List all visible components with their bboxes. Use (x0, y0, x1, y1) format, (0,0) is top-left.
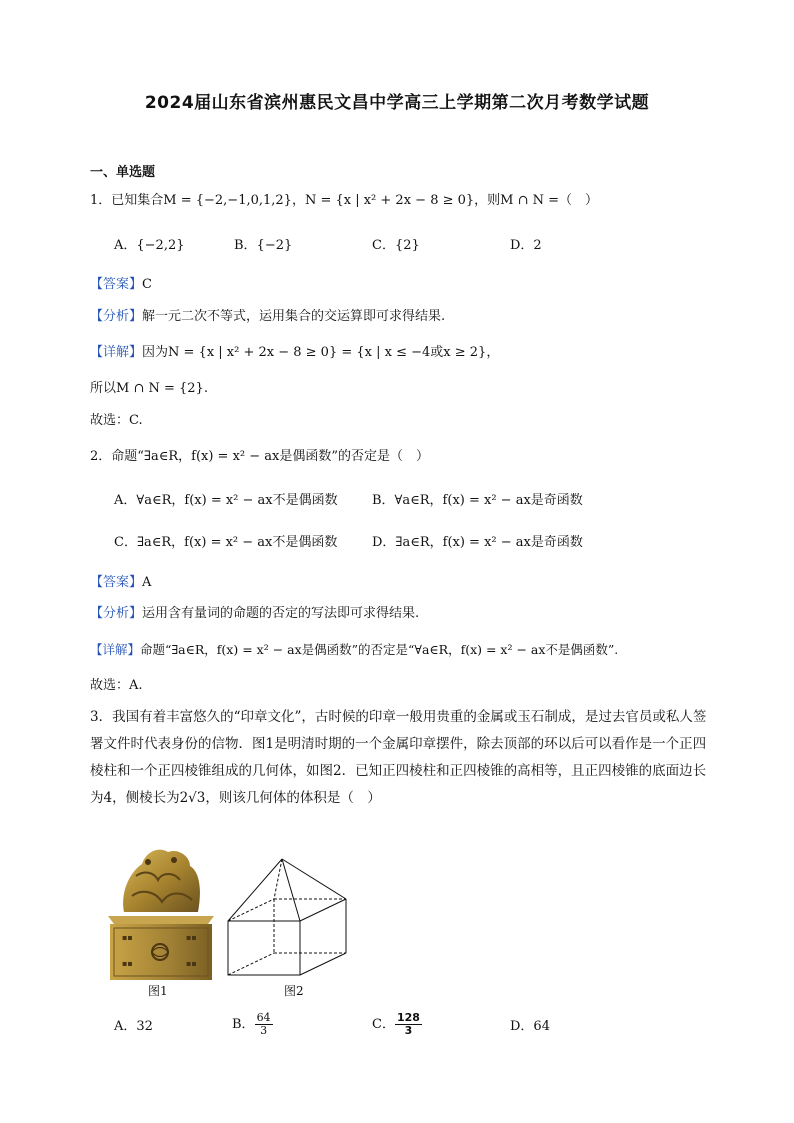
q1-stem: 1．已知集合M = {−2,−1,0,1,2}，N = {x | x² + 2x − 8 ≥ 0}，则M ∩ N =（ ） (90, 193, 599, 208)
analysis-text: 运用含有量词的命题的否定的写法即可求得结果. (142, 606, 420, 621)
option-label: C． (372, 1017, 395, 1032)
analysis-tag: 【分析】 (90, 309, 143, 324)
denominator: 3 (404, 1024, 413, 1037)
q2-option-a: A．∀a∈R，f(x) = x² − ax不是偶函数 (114, 493, 338, 508)
page-title: 2024届山东省滨州惠民文昌中学高三上学期第二次月考数学试题 (144, 93, 650, 113)
fraction (395, 1012, 422, 1037)
detail-tag: 【详解】 (90, 642, 141, 657)
q1-answer (90, 276, 152, 294)
numerator: 64 (256, 1011, 271, 1024)
q2-option-d: D．∃a∈R，f(x) = x² − ax是奇函数 (372, 535, 583, 550)
q2-option-b: B．∀a∈R，f(x) = x² − ax是奇函数 (372, 493, 583, 508)
detail-tag: 【详解】 (90, 345, 143, 360)
q1-option-b: B．{−2} (234, 238, 293, 253)
q1-option-c: C．{2} (372, 238, 420, 253)
q2-answer (90, 574, 151, 592)
detail-text: 命题“∃a∈R，f(x) = x² − ax是偶函数”的否定是“∀a∈R，f(x) = x² − ax不是偶函数”. (140, 642, 619, 657)
seal-photo (102, 842, 220, 982)
analysis-tag: 【分析】 (90, 606, 143, 621)
q3-option-b (232, 1012, 273, 1037)
option-label: B． (232, 1017, 255, 1032)
q1-detail-2: 所以M ∩ N = {2}. (90, 381, 208, 396)
numerator: 128 (396, 1011, 420, 1024)
q1-choose: 故选：C. (90, 413, 143, 428)
answer-value: C (142, 277, 152, 292)
q2-analysis (90, 605, 419, 623)
figure-1-caption: 图1 (148, 984, 168, 998)
answer-tag: 【答案】 (90, 277, 143, 292)
svg-text:▪▪: ▪▪ (186, 933, 197, 942)
q1-detail (90, 344, 499, 362)
svg-text:▪▪: ▪▪ (186, 959, 197, 968)
q2-stem: 2．命题“∃a∈R，f(x) = x² − ax是偶函数”的否定是（ ） (90, 449, 430, 464)
q3-option-a: A．32 (114, 1019, 153, 1034)
geometry-diagram (222, 855, 362, 980)
q3-stem: 3．我国有着丰富悠久的“印章文化”，古时候的印章一般用贵重的金属或玉石制成，是过去官员或私人签署文件时代表身份的信物．图1是明清时期的一个金属印章摆件，除去顶部的环以后可以看作是一个正四棱柱和一个正四棱锥组成的几何体，如图2．已知正四棱柱和正四棱锥的高相等，且正四棱锥的底面边长为4，侧棱长为2√3，则该几何体的体积是（ ） (90, 709, 707, 806)
q3-option-c (372, 1012, 422, 1037)
answer-value: A (142, 575, 152, 590)
answer-tag: 【答案】 (90, 575, 143, 590)
svg-text:▪▪: ▪▪ (122, 959, 133, 968)
q3-option-d: D．64 (510, 1019, 550, 1034)
analysis-text: 解一元二次不等式，运用集合的交运算即可求得结果. (142, 309, 446, 324)
q1-analysis (90, 308, 445, 326)
detail-text: 因为N = {x | x² + 2x − 8 ≥ 0} = {x | x ≤ −4或x ≥ 2}， (142, 345, 500, 360)
q2-choose: 故选：A. (90, 678, 143, 693)
q1-option-a: A．{−2,2} (114, 238, 185, 253)
section-heading: 一、单选题 (90, 165, 156, 180)
svg-text:▪▪: ▪▪ (122, 933, 133, 942)
q1-option-d: D．2 (510, 238, 542, 253)
q2-detail (90, 641, 618, 659)
figure-2-caption: 图2 (284, 984, 304, 998)
denominator: 3 (260, 1024, 268, 1037)
fraction (255, 1012, 273, 1037)
q2-option-c: C．∃a∈R，f(x) = x² − ax不是偶函数 (114, 535, 338, 550)
